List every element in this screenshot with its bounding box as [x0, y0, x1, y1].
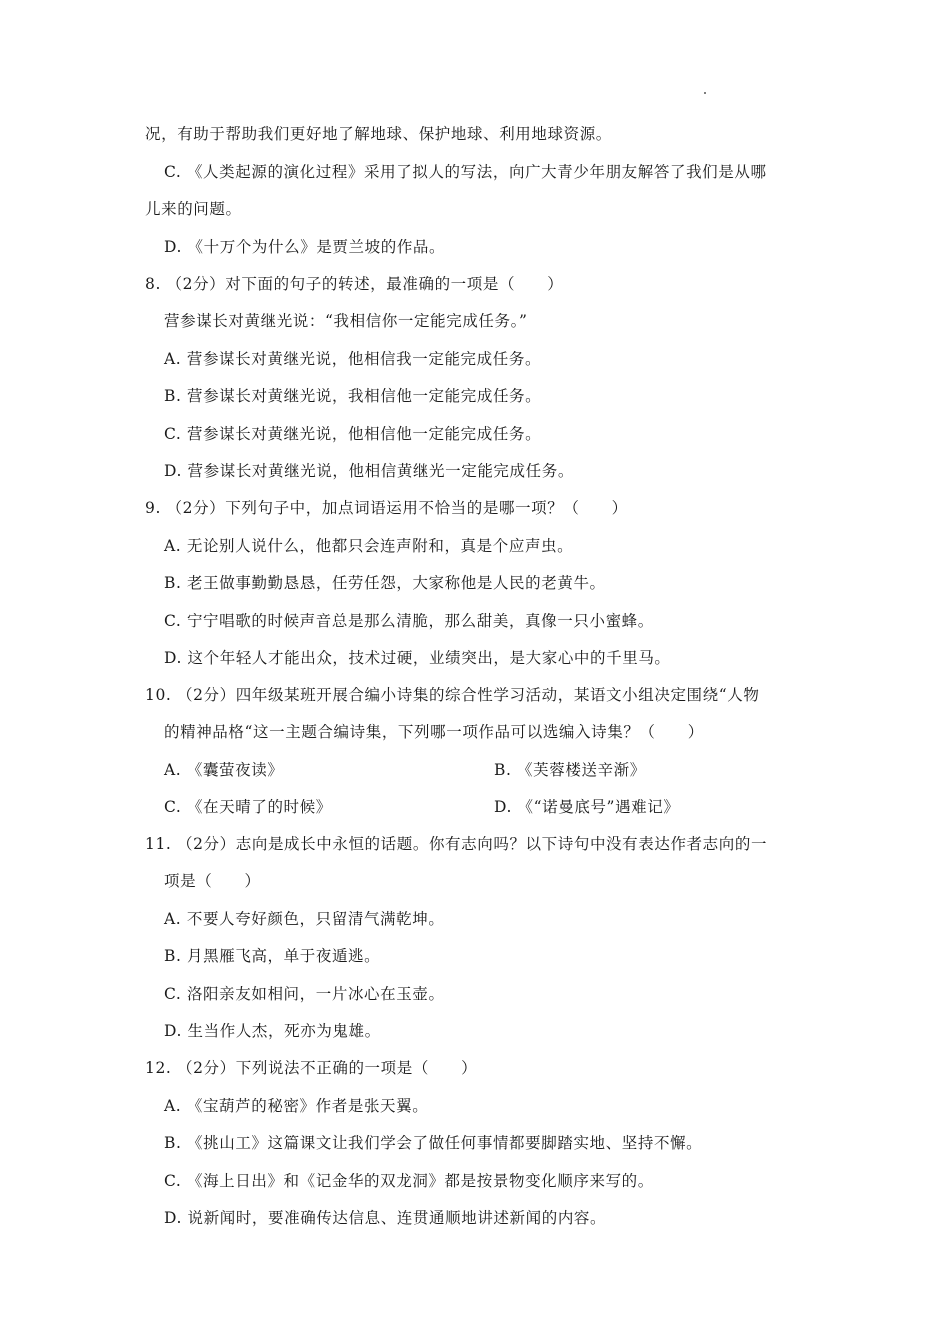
question-10-option-d: D. 《“诺曼底号”遇难记》: [494, 798, 680, 816]
question-8-option-c: C. 营参谋长对黄继光说，他相信他一定能完成任务。: [164, 425, 542, 443]
question-9-option-c: C. 宁宁唱歌的时候声音总是那么清脆，那么甜美，真像一只小蜜蜂。: [164, 612, 654, 630]
question-8-option-d: D. 营参谋长对黄继光说，他相信黄继光一定能完成任务。: [164, 462, 574, 480]
question-9-option-b: B. 老王做事勤勤恳恳，任劳任怨，大家称他是人民的老黄牛。: [164, 574, 606, 592]
question-10-stem-cont: 的精神品格“这一主题合编诗集，下列哪一项作品可以选编入诗集？（ ）: [164, 723, 704, 741]
question-11-option-a: A. 不要人夸好颜色，只留清气满乾坤。: [164, 910, 445, 928]
question-12-option-b: B. 《挑山工》这篇课文让我们学会了做任何事情都要脚踏实地、坚持不懈。: [164, 1134, 703, 1152]
prev-option-d: D. 《十万个为什么》是贾兰坡的作品。: [164, 238, 446, 256]
question-12-option-a: A. 《宝葫芦的秘密》作者是张天翼。: [164, 1097, 429, 1115]
question-9-stem: 9. （2分）下列句子中，加点词语运用不恰当的是哪一项？（ ）: [145, 499, 628, 517]
question-11-option-d: D. 生当作人杰，死亦为鬼雄。: [164, 1022, 381, 1040]
question-10-option-a: A. 《囊萤夜读》: [164, 761, 284, 779]
question-8-option-b: B. 营参谋长对黄继光说，我相信他一定能完成任务。: [164, 387, 542, 405]
question-10-option-b: B. 《芙蓉楼送辛渐》: [494, 761, 646, 779]
question-8-option-a: A. 营参谋长对黄继光说，他相信我一定能完成任务。: [164, 350, 542, 368]
prev-question-continuation: 况，有助于帮助我们更好地了解地球、保护地球、利用地球资源。: [145, 125, 612, 143]
prev-option-c-cont: 儿来的问题。: [145, 200, 242, 218]
question-8-quote: 营参谋长对黄继光说：“我相信你一定能完成任务。”: [164, 312, 528, 330]
question-11-option-b: B. 月黑雁飞高，单于夜遁逃。: [164, 947, 381, 965]
question-12-stem: 12. （2分）下列说法不正确的一项是（ ）: [145, 1059, 478, 1077]
question-8-stem: 8. （2分）对下面的句子的转述，最准确的一项是（ ）: [145, 275, 564, 293]
scan-dot: [704, 92, 706, 94]
question-11-stem-cont: 项是（ ）: [164, 872, 261, 890]
question-9-option-a: A. 无论别人说什么，他都只会连声附和，真是个应声虫。: [164, 537, 574, 555]
question-10-option-c: C. 《在天晴了的时候》: [164, 798, 332, 816]
question-12-option-d: D. 说新闻时，要准确传达信息、连贯通顺地讲述新闻的内容。: [164, 1209, 607, 1227]
question-10-stem: 10. （2分）四年级某班开展合编小诗集的综合性学习活动，某语文小组决定围绕“人物: [145, 686, 760, 704]
question-11-option-c: C. 洛阳亲友如相问，一片冰心在玉壶。: [164, 985, 445, 1003]
prev-option-c: C. 《人类起源的演化过程》采用了拟人的写法，向广大青少年朋友解答了我们是从哪: [164, 163, 767, 181]
question-11-stem: 11. （2分）志向是成长中永恒的话题。你有志向吗？以下诗句中没有表达作者志向的一: [145, 835, 768, 853]
question-12-option-c: C. 《海上日出》和《记金华的双龙洞》都是按景物变化顺序来写的。: [164, 1172, 654, 1190]
question-9-option-d: D. 这个年轻人才能出众，技术过硬，业绩突出，是大家心中的千里马。: [164, 649, 671, 667]
